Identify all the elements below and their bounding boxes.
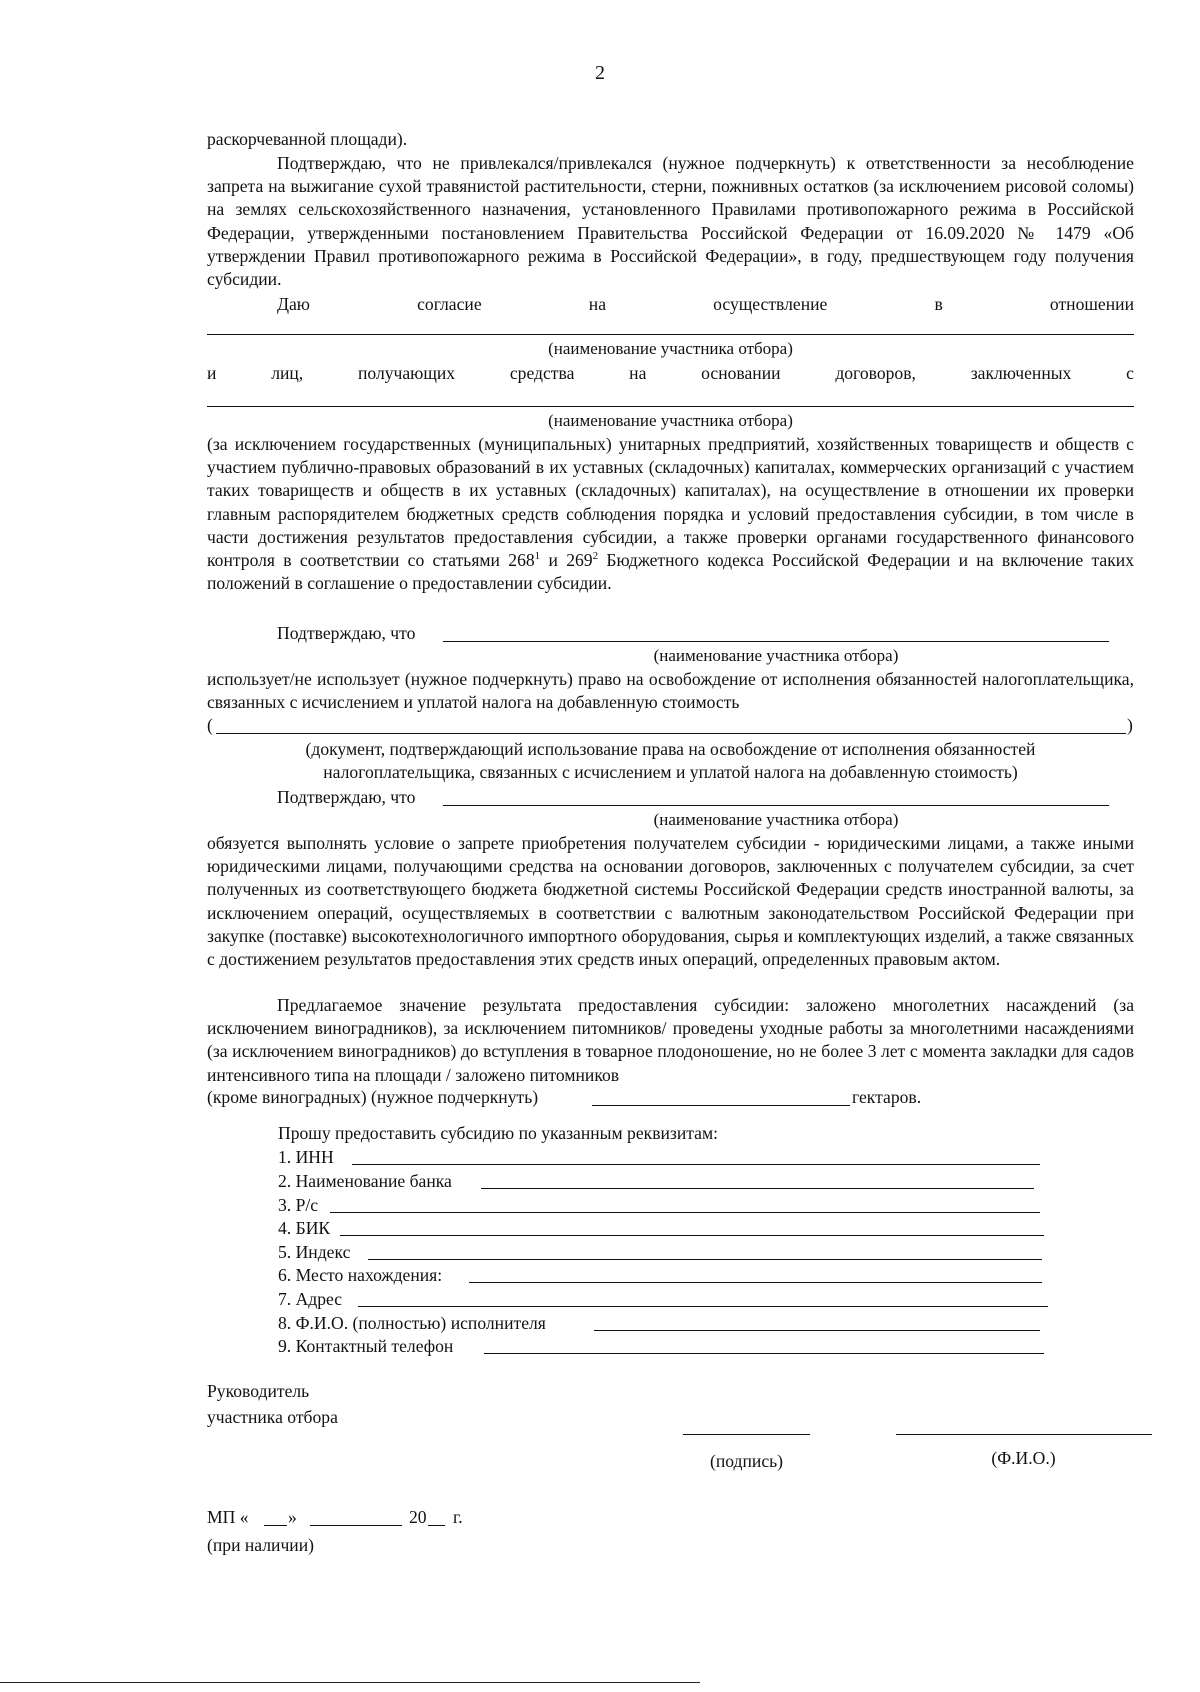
consent-paragraph: (за исключением государственных (муниципальных) унитарных предприятий, хозяйственных товариществ и обществ с участием публично-правовых образований в их уставных (складочных) капиталах, коммерческих организаций с участием таких товариществ и обществ в их уставных (складочных) капиталах), на осуществление в отношении их проверки главным распорядителем бюджетных средств соблюдения порядка и условий предоставления субсидии, в том числе в части достижения результатов предоставления субсидии, а также проверки органами государственного финансового контроля в соответствии со статьями $268^1$ и $269^2$ Бюджетного кодекса Российской Федерации и на включение таких положений в соглашение о предоставлении субсидии.: [207, 434, 1134, 594]
stamp-quote-close: »: [288, 1507, 297, 1527]
vat-paragraph: использует/не использует (нужное подчеркнуть) право на освобождение от исполнения обязанностей налогоплательщика, связанных с исчислением и уплатой налога на добавленную стоимость: [207, 669, 1134, 713]
full-name-line: [896, 1434, 1152, 1435]
req-index: 5. Индекс: [278, 1241, 1042, 1264]
req-address: 7. Адрес: [278, 1288, 1048, 1311]
currency-caption-participant: (наименование участника отбора): [653, 810, 899, 829]
req-location: 6. Место нахождения:: [278, 1264, 1042, 1287]
vat-doc-caption-1: (документ, подтверждающий использование права на освобождение от исполнения обязанностей: [305, 739, 1036, 759]
currency-participant-line: [443, 805, 1109, 806]
req-account: 3. Р/с: [278, 1194, 1040, 1217]
vat-participant-line: [443, 641, 1109, 642]
vat-document-line: [216, 733, 1126, 734]
date-day-blank: [264, 1525, 287, 1526]
vat-caption-participant: (наименование участника отбора): [653, 646, 899, 665]
caption-participant-2: (наименование участника отбора): [548, 411, 793, 430]
stamp-mp: МП «: [207, 1507, 249, 1527]
req-bik-line: [340, 1235, 1044, 1236]
participant-name-line-1: [207, 334, 1134, 335]
scan-bottom-edge: [0, 1682, 700, 1683]
req-bik: 4. БИК: [278, 1217, 1044, 1240]
req-inn: 1. ИНН: [278, 1146, 1040, 1169]
currency-paragraph: обязуется выполнять условие о запрете приобретения получателем субсидии - юридическими лицами, а также иными юридическими лицами, получающими средства на основании договоров, заключенных с получателем субсидии, за счет полученных из соответствующего бюджета бюджетной системы Российской Федерации средств иностранной валюты, за исключением операций, осуществляемых в соответствии с валютным законодательством Российской Федерации при закупке (поставке) высокотехнологичного импортного оборудования, сырья и комплектующих изделий, а также связанных с достижением результатов предоставления этих средств иных операций, определенных правовым актом.: [207, 833, 1134, 970]
req-contact-person: 8. Ф.И.О. (полностью) исполнителя: [278, 1312, 1040, 1335]
req-contact-person-line: [594, 1330, 1040, 1331]
result-last-line-end: гектаров.: [852, 1087, 922, 1107]
result-paragraph: Предлагаемое значение результата предоставления субсидии: заложено многолетних насаждений (за исключением виноградников), за исключением питомников/ проведены уходные работы за многолетними насаждениями (за исключением виноградников) до вступления в товарное плодоношение, но не более 3 лет с момента закладки для садов интенсивного типа на площади / заложено питомников: [207, 995, 1134, 1085]
req-address-line: [358, 1306, 1048, 1307]
date-month-blank: [310, 1525, 402, 1526]
result-last-line-start: (кроме виноградных) (нужное подчеркнуть): [207, 1087, 539, 1107]
page-number: 2: [595, 62, 605, 84]
vat-close-paren: ): [1127, 715, 1133, 735]
head-role-line-2: участника отбора: [207, 1407, 338, 1427]
vat-lead: Подтверждаю, что: [277, 623, 416, 643]
req-inn-line: [352, 1164, 1040, 1165]
req-phone-line: [484, 1353, 1044, 1354]
hectares-blank-line: [592, 1105, 850, 1106]
requisites-intro: Прошу предоставить субсидию по указанным реквизитам:: [278, 1123, 719, 1143]
req-bank: 2. Наименование банка: [278, 1170, 1034, 1193]
stamp-note: (при наличии): [207, 1535, 314, 1555]
caption-participant-1: (наименование участника отбора): [548, 339, 793, 358]
signature-line: [683, 1434, 810, 1435]
stamp-year-suffix: г.: [453, 1507, 463, 1527]
req-account-line: [330, 1212, 1040, 1213]
fire-confirmation-paragraph: Подтверждаю, что не привлекался/привлекался (нужное подчеркнуть) к ответственности за несоблюдение запрета на выжигание сухой травянистой растительности, стерни, пожнивных остатков (за исключением рисовой соломы) на землях сельскохозяйственного назначения, установленного Правилами противопожарного режима в Российской Федерации, утвержденными постановлением Правительства Российской Федерации от 16.09.2020 № 1479 «Об утверждении Правил противопожарного режима в Российской Федерации», в году, предшествующем году получения субсидии.: [207, 153, 1134, 290]
consent-words-row: Даю согласие на осуществление в отношении: [277, 294, 1134, 314]
signature-caption: (подпись): [709, 1451, 784, 1471]
date-year-blank: [428, 1525, 445, 1526]
vat-open-paren: (: [207, 715, 213, 735]
intro-first-line: раскорчеванной площади).: [207, 129, 408, 149]
currency-lead: Подтверждаю, что: [277, 787, 416, 807]
stamp-year-prefix: 20: [409, 1507, 427, 1527]
participant-name-line-2: [207, 406, 1134, 407]
vat-doc-caption-2: налогоплательщика, связанных с исчислением и уплатой налога на добавленную стоимость): [323, 762, 1018, 782]
req-index-line: [368, 1259, 1042, 1260]
req-phone: 9. Контактный телефон: [278, 1335, 1044, 1358]
req-bank-line: [481, 1188, 1034, 1189]
consent-second-row: и лиц, получающих средства на основании договоров, заключенных с: [207, 363, 1134, 383]
full-name-caption: (Ф.И.О.): [991, 1448, 1056, 1468]
head-role-line-1: Руководитель: [207, 1381, 310, 1401]
req-location-line: [469, 1282, 1042, 1283]
